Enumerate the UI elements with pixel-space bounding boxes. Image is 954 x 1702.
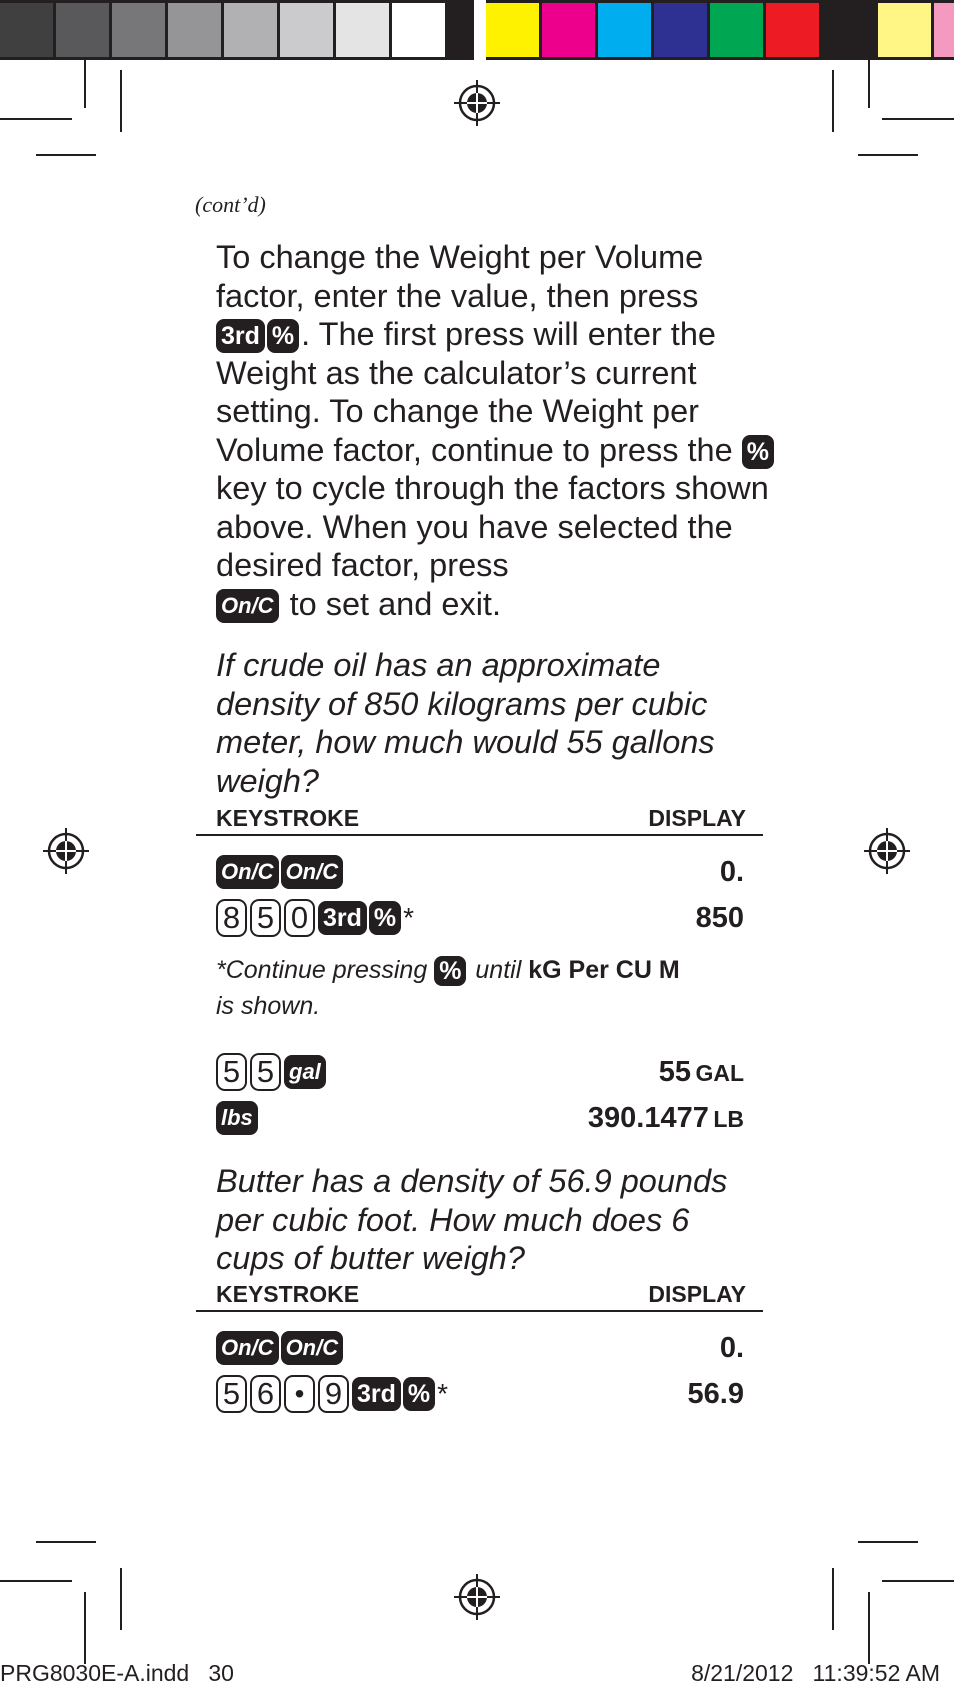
swatch <box>168 3 224 57</box>
crop-mark <box>868 1592 870 1664</box>
swatch <box>392 3 448 57</box>
display-value: 0. <box>719 855 744 888</box>
crop-mark <box>868 60 870 108</box>
keystroke-cell <box>216 855 345 889</box>
swatch <box>112 3 168 57</box>
keystroke-header: KEYSTROKE <box>216 1281 360 1307</box>
note-text: *Continue pressing <box>216 956 428 984</box>
digit-key-icon: 8 <box>216 899 247 937</box>
example1-note <box>216 952 756 1024</box>
swatch <box>0 3 56 57</box>
intro-text: To change the Weight per Volume factor, enter the value, then press <box>216 239 704 314</box>
registration-mark-icon <box>864 828 910 874</box>
display-header: DISPLAY <box>648 1281 746 1307</box>
display-value: 0. <box>719 1331 744 1364</box>
process-color-bar <box>486 0 954 60</box>
display-value: 850 <box>695 901 744 934</box>
example2-question: Butter has a density of 56.9 pounds per cubic foot. How much does 6 cups of butter weigh? <box>216 1163 728 1276</box>
digit-key-icon: 0 <box>284 899 315 937</box>
keystroke-cell <box>216 1375 448 1413</box>
continued-label: (cont’d) <box>195 192 266 217</box>
third-key-icon: 3rd <box>318 901 367 935</box>
crop-mark <box>858 1541 918 1543</box>
table-row <box>216 1052 744 1092</box>
crop-mark <box>120 70 122 132</box>
decimal-point-key-icon: • <box>284 1375 315 1413</box>
example1-question: If crude oil has an approximate density of 850 kilograms per cubic meter, how much would 55 gallons weigh? <box>216 647 715 799</box>
digit-key-icon: 5 <box>250 899 281 937</box>
digit-key-icon: 6 <box>250 1375 281 1413</box>
swatch <box>878 3 934 57</box>
crop-mark <box>832 1568 834 1630</box>
keystroke-header: KEYSTROKE <box>216 805 360 831</box>
crop-mark <box>36 1541 96 1543</box>
third-key-icon: 3rd <box>352 1377 401 1411</box>
intro-text: . The first press will enter the Weight as the calculator’s current setting. To change the Weight per Volume factor, continue to press the <box>216 316 733 468</box>
note-text: until <box>475 956 522 984</box>
swatch <box>280 3 336 57</box>
pounds-key-icon: lbs <box>216 1101 258 1135</box>
gallon-key-icon: gal <box>284 1055 326 1089</box>
table-divider <box>196 834 763 836</box>
swatch <box>822 3 878 57</box>
digit-key-icon: 9 <box>318 1375 349 1413</box>
file-slug: PRG8030E-A.indd 30 <box>0 1660 234 1686</box>
crop-mark <box>882 118 954 120</box>
on-clear-key-icon: On/C <box>216 855 279 889</box>
asterisk: * <box>403 902 415 933</box>
swatch <box>654 3 710 57</box>
crop-mark <box>120 1568 122 1630</box>
table-divider <box>196 1310 763 1312</box>
on-clear-key-icon: On/C <box>281 1331 344 1365</box>
display-number: 390.1477 <box>587 1101 709 1134</box>
keystroke-cell <box>216 1101 260 1135</box>
crop-mark <box>36 154 96 156</box>
percent-key-icon: % <box>403 1377 435 1411</box>
percent-key-icon: % <box>434 956 466 986</box>
crop-mark <box>832 70 834 132</box>
digit-key-icon: 5 <box>250 1053 281 1091</box>
percent-key-icon: % <box>369 901 401 935</box>
note-text: is shown. <box>216 992 321 1020</box>
crop-mark <box>84 1592 86 1664</box>
percent-key-icon: % <box>742 435 774 469</box>
crop-mark <box>882 1580 954 1582</box>
crop-mark <box>84 60 86 108</box>
registration-mark-icon <box>454 1574 500 1620</box>
crop-mark <box>858 154 918 156</box>
registration-mark-icon <box>454 80 500 126</box>
intro-paragraph <box>216 238 776 623</box>
keystroke-cell <box>216 1053 328 1091</box>
intro-text: to set and exit. <box>289 585 501 622</box>
swatch <box>710 3 766 57</box>
display-number: 55 <box>658 1055 691 1088</box>
display-header: DISPLAY <box>648 805 746 831</box>
swatch <box>542 3 598 57</box>
display-value: 56.9 <box>687 1377 744 1410</box>
digit-key-icon: 5 <box>216 1375 247 1413</box>
keystroke-cell <box>216 899 414 937</box>
display-value <box>588 1102 744 1135</box>
table-row <box>216 898 744 938</box>
table-row <box>216 1328 744 1368</box>
display-unit: GAL <box>695 1059 744 1086</box>
swatch <box>934 3 954 57</box>
swatch <box>766 3 822 57</box>
grayscale-color-bar <box>0 0 474 60</box>
third-key-icon: 3rd <box>216 319 265 353</box>
table-row <box>216 1374 744 1414</box>
swatch <box>56 3 112 57</box>
display-unit: LB <box>713 1105 744 1132</box>
on-clear-key-icon: On/C <box>216 1331 279 1365</box>
asterisk: * <box>437 1378 449 1409</box>
swatch <box>224 3 280 57</box>
percent-key-icon: % <box>267 319 299 353</box>
crop-mark <box>0 118 72 120</box>
timestamp-slug: 8/21/2012 11:39:52 AM <box>691 1660 940 1686</box>
swatch <box>336 3 392 57</box>
keystroke-cell <box>216 1331 345 1365</box>
intro-text: key to cycle through the factors shown above. When you have selected the desired factor, press <box>216 470 769 583</box>
display-value <box>659 1056 744 1089</box>
on-clear-key-icon: On/C <box>216 589 279 623</box>
swatch <box>598 3 654 57</box>
swatch <box>486 3 542 57</box>
registration-mark-icon <box>43 828 89 874</box>
note-bold-text: kG Per CU M <box>528 956 680 984</box>
example2-table-header <box>216 1281 746 1308</box>
example1-table-header <box>216 805 746 832</box>
table-row <box>216 1098 744 1138</box>
crop-mark <box>0 1580 72 1582</box>
on-clear-key-icon: On/C <box>281 855 344 889</box>
table-row <box>216 852 744 892</box>
digit-key-icon: 5 <box>216 1053 247 1091</box>
